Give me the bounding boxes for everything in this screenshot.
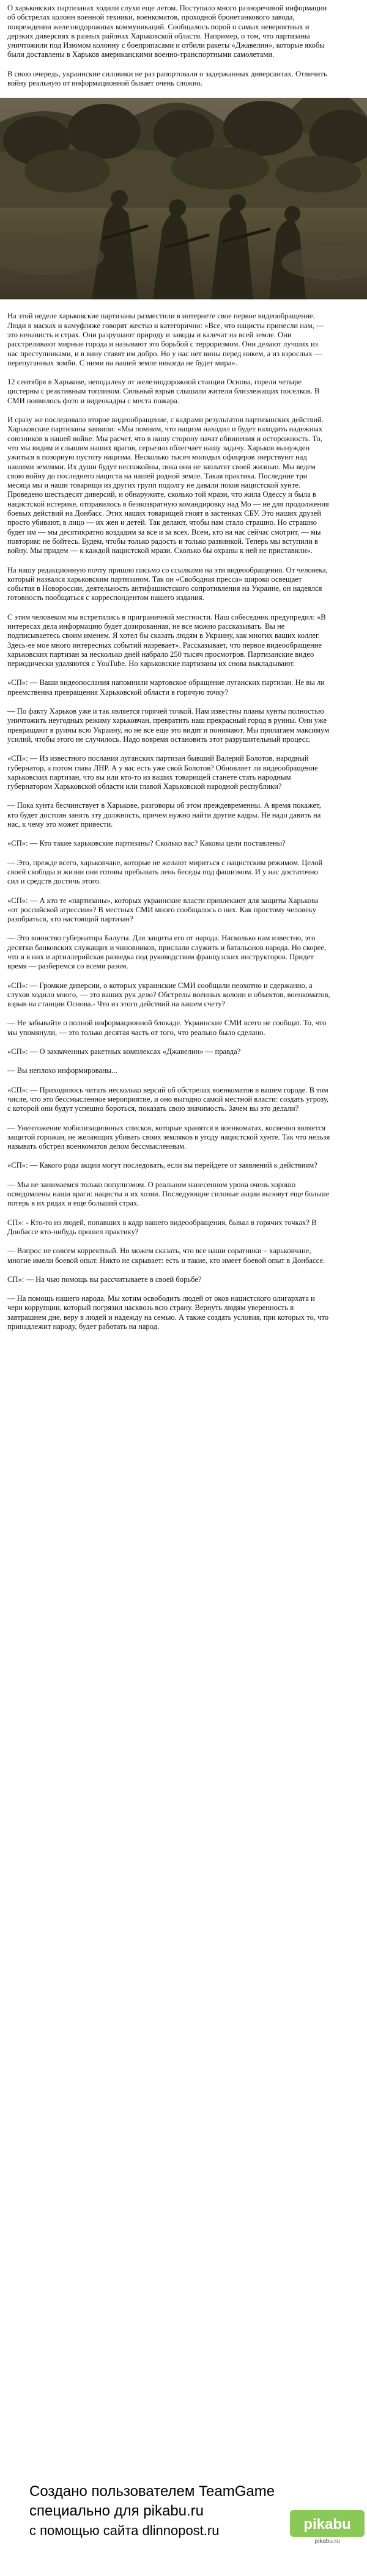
article-paragraph: «СП»: — А кто те «партизаны», которых украинские власти привлекают для защиты Харькова «от российской агрессии»? В местных СМИ много сообщалось о них. Как простому человеку разобраться, кто настоящий партизан?: [7, 896, 319, 924]
article-paragraph: СП»: — На чью помощь вы рассчитываете в своей борьбе?: [7, 1275, 202, 1284]
article-paragraph: — На помощь нашего народа. Мы хотим освободить людей от оков нацистского олигархата и черн коррупции, который погрязил насквозь всю страну. Вернуть людям уверенность в завтрашнем дне, веру в людей и надежду на семью. А также создать условия, при которых то, что принадлежит народу, будет работать на народ.: [7, 1294, 329, 1331]
pikabu-site[interactable]: pikabu.ru: [314, 2538, 340, 2545]
article-paragraph: «СП»: — Из известного послания луганских партизан бывший Валерий Болотов, народный губернатор, а потом глава ЛНР. А у вас есть уже свой Болотов? Обновляет ли видеообращение харьковских партизан, что вы или кто-то из ваших товарищей станете стать народным губернатором Харьковской области или главой Харьковской народной республики?: [7, 754, 318, 791]
article-paragraph: 12 сентября в Харькове, неподалеку от железнодорожной станции Основа, горели четыре цистерны с реактивным топливом. Сильный взрыв слышали жители близлежащих поселков. В СМИ появилось фото и видеокадры с места пожара.: [7, 378, 320, 405]
article-paragraph: — Уничтожение мобилизационных списков, которые хранятся в военкоматах, косвенно является защитой горожан, не желающих убивать своих земляков в угоду нацистской хунте. Так что нельзя называть обстрел военкоматов делом бессмысленным.: [7, 1123, 330, 1151]
footer-banner: [0, 2475, 367, 2576]
article-paragraph: В свою очередь, украинские силовики не раз рапортовали о задержанных диверсантах. Отличить войну реальную от информационной бывает очень сложно.: [7, 69, 327, 88]
article-paragraph: — Вы неплохо информированы...: [7, 1066, 117, 1075]
partisans-photo: [0, 98, 367, 299]
pikabu-logo-text: pikabu: [303, 2516, 351, 2533]
article-paragraph: На этой неделе харьковские партизаны разместили в интернете свое первое видеообращение. Люди в масках и камуфляже говорят жестко и категорично: «Все, что нацисты принесли нам, — это ненависть и страх. Они разрушают природу и заводы и калечат на всей земле. Они расстреливают мирные города и называют это борьбой с терроризмом. Они делают лучших из нас преступниками, и в вину ставят им добро. Но у нас нет вины перед никем, а из взрослых — перепуганных зомби. С ними на нашей земле никогда не будет мира».: [7, 312, 324, 367]
article-paragraph: «СП»: — Кто такие харьковские партизаны? Сколько вас? Каковы цели поставлены?: [7, 839, 286, 848]
article-paragraph: С этим человеком мы встретились в приграничной местности. Наш собеседник предупредил: «В интересах дела информацию будет дозированная, не все можно рассказывать. Вы не подписываетесь своим именем. Я хотел бы сказать людям в Украину, как многих ваших коллег. Здесь-ее мое много интересных событий назревает». Рассказывает, что первое видеообращение харьковских партизан за несколько дней набрало 250 тысяч просмотров. Партизанские видео периодически удаляются с YouTube. Но харьковские партизаны их снова выкладывают.: [7, 612, 326, 668]
article-paragraph: — Это, прежде всего, харьковчане, которые не желают мириться с нацистским режимом. Целой своей свободы и жизни они готовы пребывать лень беседы под фашизмом. И у нас достаточно сил и средств достичь этого.: [7, 858, 323, 886]
article-paragraph: «СП»: — Ваши видеопослания напомнили мартовское обращение луганских партизан. Не вы ли преемственна превращения Харьковской области в горячую точку?: [7, 678, 325, 697]
article-text-top: [0, 0, 367, 88]
footer-made-for: специально для pikabu.ru: [29, 2503, 204, 2519]
article-paragraph: На нашу редакционную почту пришло письмо со ссылками на эти видеообращения. От человека, который назвался харьковским партизаном. Так он «Свободная пресса» широко освещает события в Новороссии, деятельность антифашистского сопротивления на Украине, он надеялся готовность пообщаться с корреспондентом нашего издания.: [7, 565, 328, 602]
footer-created-by: Создано пользователем TeamGame: [29, 2483, 275, 2500]
article-paragraph: — Вопрос не совсем корректный. Но можем сказать, что все наши соратники – харьковчане, многие имели боевой опыт. Никто не скрывает: есть и такие, кто имеет боевой опыт в Донбассе.: [7, 1246, 325, 1265]
article-paragraph: — Это воинство губернатора Балуты. Для защиты его от народа. Насколько нам известно, это десятки банковских служащих и чиновников, прислали служить и батальонов народа. Но скорее, что и в них и артиллерийская разведка под руководством французских инструкторов. Придет время — разберемся со всеми разом.: [7, 934, 327, 971]
article-paragraph: «СП»: — О захваченных ракетных комплексах «Джавелин» — правда?: [7, 1047, 241, 1056]
article-paragraph: — По факту Харьков уже и так является горячей точкой. Нам известны планы хунты полностью уничтожить неугодных режиму харьковчан, превратить наш прекрасный город в руины. Они уже превращают в руины всю Украину, но не все еще это видят и понимают. Мы прилагаем максимум усилий, чтобы этого не случилось. Надо вовремя остановить этот разрушительный процесс.: [7, 707, 330, 744]
article-paragraph: — Мы не занимаемся только популизмом. О реальном нанесенном урона очень хорошо осведомлены наши враги: нацисты и их хозяи. Последующие силовые акции вызовут еще больше потерь в их рядах и еще больший страх.: [7, 1180, 330, 1208]
article-paragraph: СП»: - Кто-то из людей, попавших в кадр вашего видеообращения, бывал в горячих точках? В Донбассе кто-нибудь прошел практику?: [7, 1218, 317, 1236]
article-paragraph: — Не забывайте о полной информационной блокаде. Украинские СМИ всего не сообщат. То, что мы упомянули, — это только десятая часть от того, что реально было сделано.: [7, 1019, 327, 1037]
article-paragraph: О харьковских партизанах ходили слухи еще летом. Поступало много разноречивой информации об обстрелах колонн военной техники, военкоматов, проходной бронетанкового завода, повреждении железнодорожных коммуникаций. Сообщалось порой о самых невероятных и дерзких диверсиях в разных районах Харьковской области. Например, о том, что партизаны уничтожили под Изюмом колонну с боеприпасами и отбили ракеты «Джавелин», которые якобы были доставлены в Харьков американскими военно-транспортными самолетами.: [7, 4, 327, 59]
footer-made-with: с помощью сайта dlinnopost.ru: [29, 2523, 220, 2538]
article-text-bottom: [0, 308, 367, 1331]
article-paragraph: «СП»: — Громкие диверсии, о которых украинские СМИ сообщали неохотно и сдержанно, а слухов ходило много, — это ваших рук дело? Обстрелы военных колонн и объектов, военкоматов, взрыв на станции Основа.- Что из этого действий на вашем счету?: [7, 981, 330, 1009]
article-paragraph: И сразу же последовало второе видеообращение, с кадрами результатов партизанских действий. Харьковские партизаны заявили: «Мы помним, что нацизм находил и будет находить надежных союзников в нашей войне. Мы расчет, что в нашу сторону начат обвинения и осторожность. То, что мы видим и слышим наших врагов, серьезно облегчает нашу задачу. Харьков вынужден ужиться в позорную пустоту нацизма. Несколько тысяч молодых офицеров зверствуют над нашими землями. Их души будут неспокойны, пока они не заплатят своей жизнью. Мы ведем свою войну до последнего нациста на нашей родной земле. Такая практика. Последние три месяца мы и наши товарищи из других групп подолгу не давали покоя нацистской хунте. Проведено шестьдесят диверсий, и обнаружите, сколько той мрази, что жила Одессу и была в нацистской истерике, отправилось в безвозвратную командировку над Мо — не для продолжения боевых действий на Донбасс. Этих наших товарищей гноят в застенках СБУ. Это наших друзей просто убивают, в лицо — их жен и детей. Так делают, чтобы нам стало страшно. Но страшно будет им — мы десятикратно воздадим за все и за всех. Всем, кто на нас сейчас смотрит, — мы повторим: не бойтесь. Будем, чтобы только радость и только развинкой. Теперь мы вступили в войну. Мы придем — к каждой нацистской мрази. Сколько бы охраны к ней не приставили».: [7, 415, 329, 555]
article-paragraph: — Пока хунта бесчинствует в Харькове, разговоры об этом преждевременны. А время покажет, кто будет достоин занять эту должность, причем нужно найти другие кадры. Не надо давить на нас, к чему это может привести.: [7, 801, 321, 829]
article-paragraph: «СП»: — Какого рода акции могут последовать, если вы перейдете от заявлений к действиям?: [7, 1161, 317, 1170]
pikabu-logo[interactable]: [290, 2510, 365, 2537]
article-paragraph: «СП»: — Приходилось читать несколько версий об обстрелах военкоматов в вашем городе. В том числе, что это бессмысленное мероприятие, и оно выгодно самой местной власти: создать угрозу, с которой они будут успешно бороться, показать свою значимость. Зачем вы это делали?: [7, 1085, 329, 1113]
